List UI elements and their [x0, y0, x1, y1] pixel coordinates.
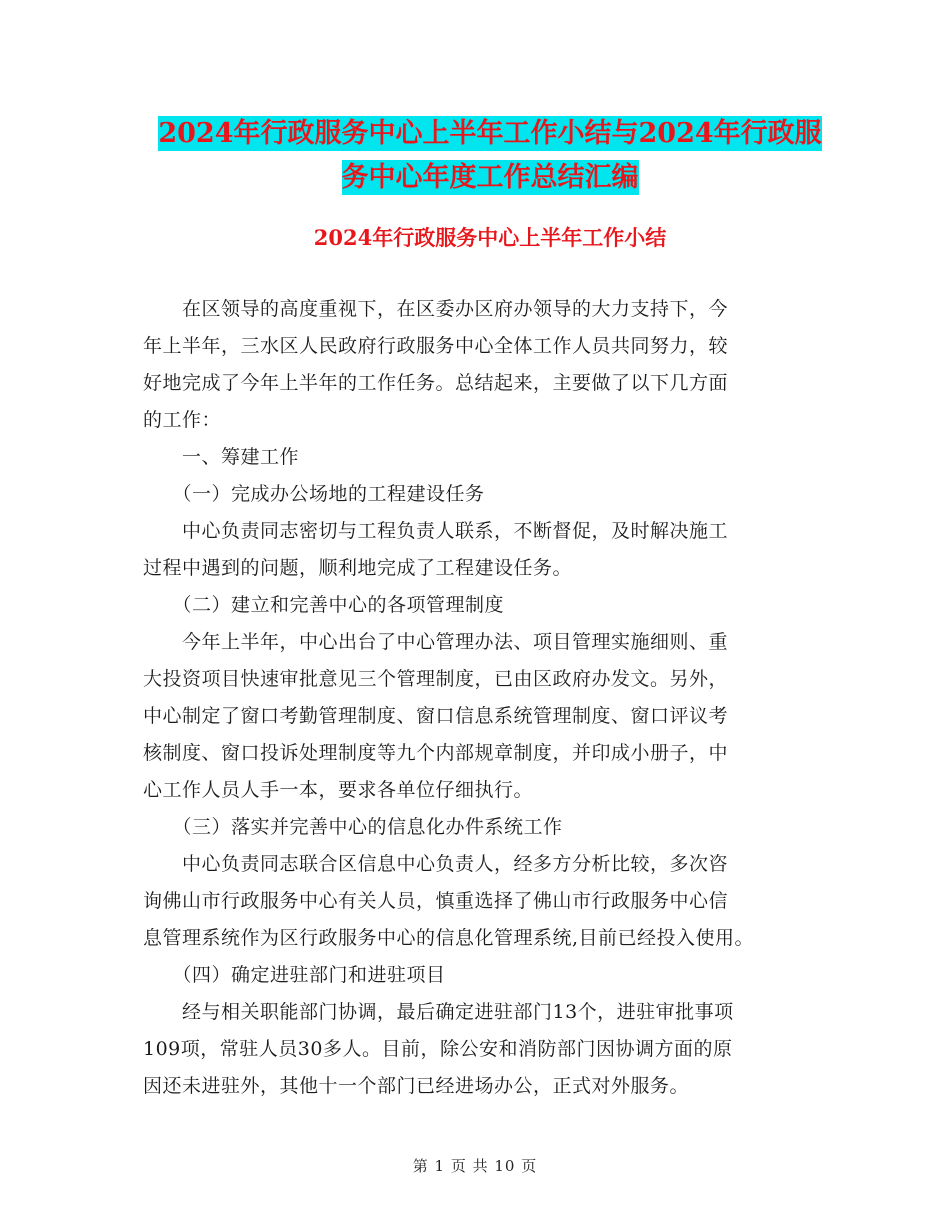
subheading-1: （一）完成办公场地的工程建设任务	[143, 483, 485, 505]
subheading-2: （二）建立和完善中心的各项管理制度	[143, 594, 505, 616]
body-line-7: 中心负责同志密切与工程负责人联系，不断督促，及时解决施工	[143, 520, 729, 542]
body-line-3: 好地完成了今年上半年的工作任务。总结起来，主要做了以下几方面	[143, 372, 729, 394]
document-title-line-1	[140, 112, 840, 156]
body-line-16: 中心负责同志联合区信息中心负责人，经多方分析比较，多次咨	[143, 853, 729, 875]
page-number: 第 1 页 共 10 页	[412, 1157, 538, 1175]
title-highlight-1: 2024年行政服务中心上半年工作小结与2024年行政服	[158, 118, 822, 149]
body-line-18: 息管理系统作为区行政服务中心的信息化管理系统,目前已经投入使用。	[143, 927, 755, 949]
body-line-22: 因还未进驻外，其他十一个部门已经进场办公，正式对外服务。	[143, 1075, 690, 1097]
body-line-1: 在区领导的高度重视下，在区委办区府办领导的大力支持下，今	[143, 298, 729, 320]
body-line-2: 年上半年，三水区人民政府行政服务中心全体工作人员共同努力，较	[143, 335, 729, 357]
body-line-8: 过程中遇到的问题，顺利地完成了工程建设任务。	[143, 557, 573, 579]
section-title: 2024年行政服务中心上半年工作小结	[313, 225, 667, 250]
title-highlight-2: 务中心年度工作总结汇编	[341, 162, 639, 193]
body-line-4: 的工作：	[143, 409, 222, 431]
body-line-21: 109项，常驻人员30多人。目前，除公安和消防部门因协调方面的原	[143, 1038, 733, 1060]
subheading-4: （四）确定进驻部门和进驻项目	[143, 964, 446, 986]
body-line-20: 经与相关职能部门协调，最后确定进驻部门13个，进驻审批事项	[143, 1001, 734, 1023]
body-line-17: 询佛山市行政服务中心有关人员，慎重选择了佛山市行政服务中心信	[143, 890, 729, 912]
body-line-10: 今年上半年，中心出台了中心管理办法、项目管理实施细则、重	[143, 631, 729, 653]
document-title-line-2	[140, 156, 840, 200]
body-line-13: 核制度、窗口投诉处理制度等九个内部规章制度，并印成小册子，中	[143, 742, 729, 764]
body-line-14: 心工作人员人手一本，要求各单位仔细执行。	[143, 779, 534, 801]
body-line-12: 中心制定了窗口考勤管理制度、窗口信息系统管理制度、窗口评议考	[143, 705, 729, 727]
body-line-11: 大投资项目快速审批意见三个管理制度，已由区政府办发文。另外，	[143, 668, 729, 690]
subheading-3: （三）落实并完善中心的信息化办件系统工作	[143, 816, 563, 838]
heading-1: 一、筹建工作	[143, 446, 300, 468]
